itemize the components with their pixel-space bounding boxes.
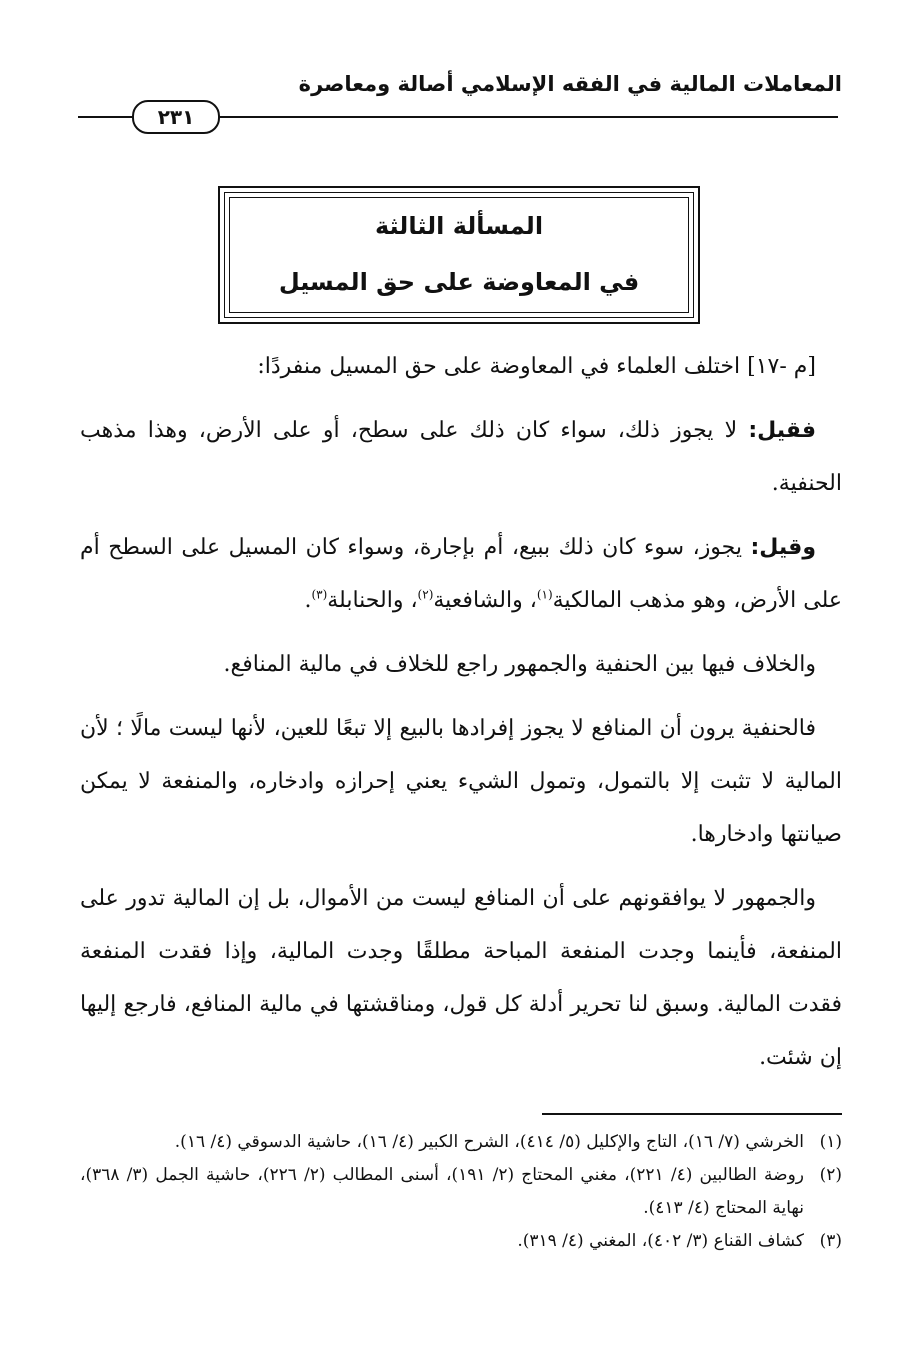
footnote-text: كشاف القناع (٣/ ٤٠٢)، المغني (٤/ ٣١٩).: [517, 1231, 804, 1251]
paragraph-3-lead: وقيل:: [750, 535, 816, 560]
body-text: [80, 340, 842, 1084]
footnote-1: [80, 1126, 842, 1159]
footnote-3: [80, 1225, 842, 1258]
paragraph-1: [م -١٧] اختلف العلماء في المعاوضة على حق المسيل منفردًا:: [257, 354, 816, 379]
paragraph-4: والخلاف فيها بين الحنفية والجمهور راجع للخلاف في مالية المنافع.: [223, 652, 816, 677]
paragraph-3-end: .: [304, 588, 312, 613]
running-title: المعاملات المالية في الفقه الإسلامي أصالة ومعاصرة: [298, 72, 842, 96]
footnote-ref-3[interactable]: (٣): [311, 587, 328, 602]
footnote-text: روضة الطالبين (٤/ ٢٢١)، مغني المحتاج (٢/ ١٩١)، أسنى المطالب (٢/ ٢٢٦)، حاشية الجمل (٣/ ٣٦٨)، نهاية المحتاج (٤/ ٤١٣).: [80, 1165, 804, 1218]
footnote-ref-1[interactable]: (١): [536, 587, 553, 602]
chapter-title: المسألة الثالثة: [374, 212, 544, 240]
paragraph-2-lead: فقيل:: [748, 418, 816, 443]
page-number: ٢٣١: [132, 100, 220, 134]
footnote-number: (٢): [819, 1165, 842, 1185]
chapter-title-frame: [218, 186, 700, 324]
paragraph-5: فالحنفية يرون أن المنافع لا يجوز إفرادها بالبيع إلا تبعًا للعين، لأنها ليست مالًا ؛ لأن المالية لا تثبت إلا بالتمول، وتمول الشيء يعني إحرازه وادخاره، والمنفعة لا يمكن صيانتها وادخارها.: [80, 716, 842, 847]
footnotes: [80, 1126, 842, 1258]
paragraph-3: [80, 521, 842, 627]
footnote-number: (١): [819, 1132, 842, 1152]
paragraph-2: [80, 404, 842, 510]
footnote-text: الخرشي (٧/ ١٦)، التاج والإكليل (٥/ ٤١٤)، الشرح الكبير (٤/ ١٦)، حاشية الدسوقي (٤/ ١٦).: [174, 1132, 804, 1152]
paragraph-6: والجمهور لا يوافقونهم على أن المنافع ليست من الأموال، بل إن المالية تدور على المنفعة، فأينما وجدت المنفعة المباحة مطلقًا وجدت المالية، وإذا فقدت المنفعة فقدت المالية. وسبق لنا تحرير أدلة كل قول، ومناقشتها في مالية المنافع، فارجع إليها إن شئت.: [80, 886, 842, 1070]
footnote-ref-2[interactable]: (٢): [417, 587, 434, 602]
paragraph-2-text: لا يجوز ذلك، سواء كان ذلك على سطح، أو على الأرض، وهذا مذهب الحنفية.: [80, 418, 842, 496]
footnote-number: (٣): [819, 1231, 842, 1251]
chapter-subtitle: في المعاوضة على حق المسيل: [278, 268, 640, 296]
paragraph-3-text: يجوز، سوء كان ذلك ببيع، أم بإجارة، وسواء كان المسيل على السطح أم على الأرض، وهو مذهب المالكية: [80, 535, 842, 613]
footnote-separator: [542, 1113, 842, 1115]
footnote-2: [80, 1159, 842, 1225]
paragraph-3-text-3: ، والحنابلة: [327, 588, 418, 613]
paragraph-3-text-2: ، والشافعية: [433, 588, 537, 613]
